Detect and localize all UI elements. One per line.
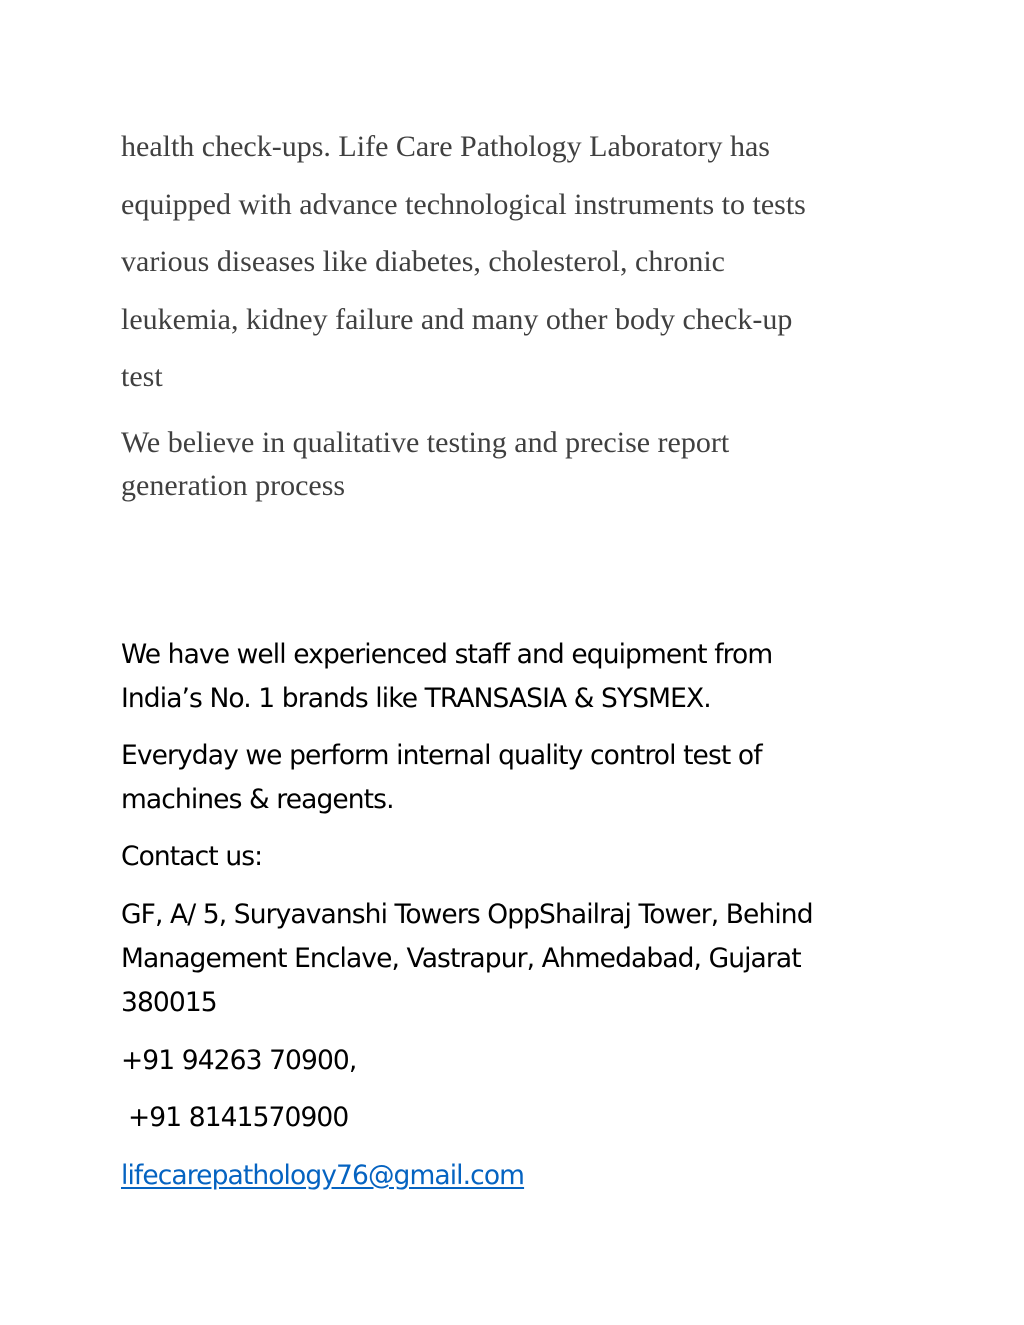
contact-address <box>121 893 921 1025</box>
intro-line: various diseases like diabetes, cholesterol, chronic <box>121 245 725 278</box>
contact-heading: Contact us: <box>121 841 263 872</box>
belief-paragraph <box>121 421 911 507</box>
contact-email-link[interactable]: lifecarepathology76@gmail.com <box>121 1160 525 1191</box>
intro-line: health check-ups. Life Care Pathology Laboratory has <box>121 130 770 163</box>
contact-phone-secondary: +91 8141570900 <box>128 1102 349 1133</box>
address-line: 380015 <box>121 987 217 1018</box>
contact-phone-primary: +91 94263 70900, <box>121 1045 357 1076</box>
address-line: Management Enclave, Vastrapur, Ahmedabad, Gujarat <box>121 943 801 974</box>
quality-paragraph <box>121 734 921 822</box>
contact-email-wrapper <box>121 1154 921 1198</box>
intro-line: leukemia, kidney failure and many other body check-up <box>121 302 793 336</box>
belief-line: generation process <box>121 469 346 502</box>
address-line: GF, A/ 5, Suryavanshi Towers OppShailraj Tower, Behind <box>121 899 813 930</box>
quality-line: Everyday we perform internal quality control test of <box>121 740 762 771</box>
staff-paragraph <box>121 633 921 721</box>
quality-line: machines & reagents. <box>121 784 394 815</box>
belief-line: We believe in qualitative testing and precise report <box>121 426 730 459</box>
intro-line: equipped with advance technological instruments to tests <box>121 187 806 221</box>
staff-line: India’s No. 1 brands like TRANSASIA & SYSMEX. <box>121 683 711 714</box>
intro-paragraph <box>121 118 911 406</box>
intro-line: test <box>121 360 163 393</box>
staff-line: We have well experienced staff and equipment from <box>121 639 773 670</box>
